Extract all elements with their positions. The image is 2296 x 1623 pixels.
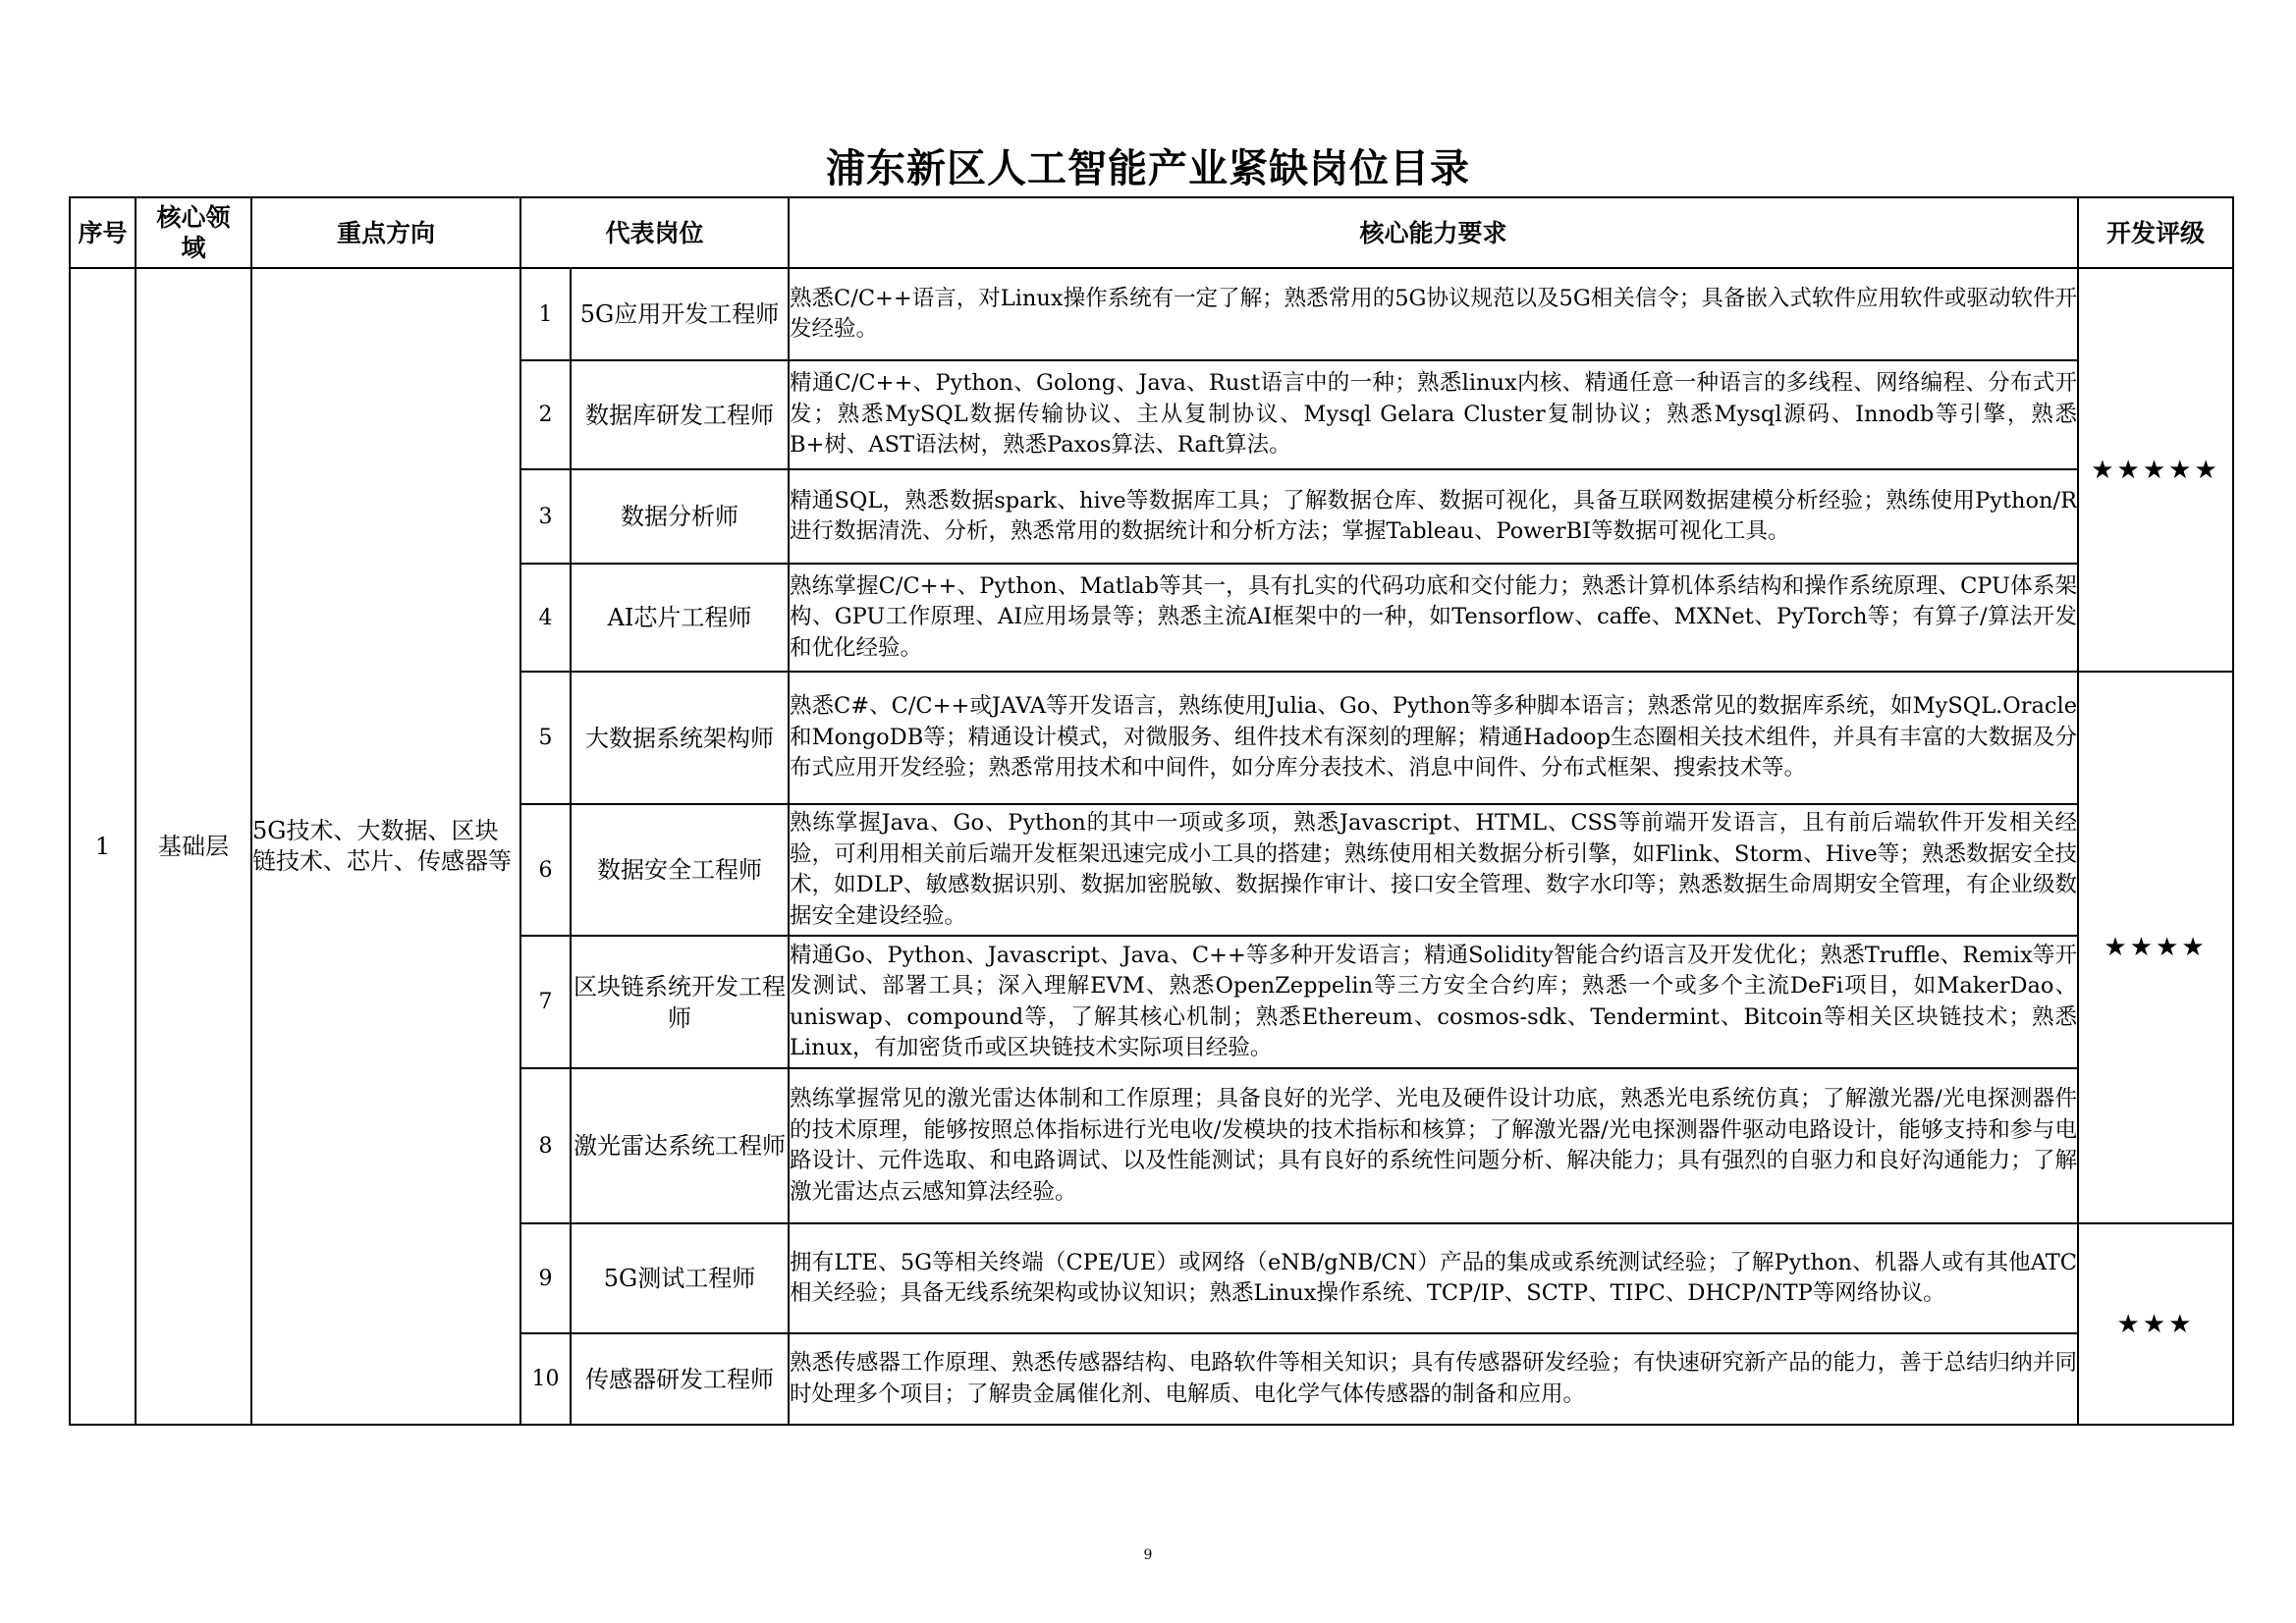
position-name: 数据库研发工程师: [571, 360, 789, 469]
requirements-text: 熟练掌握C/C++、Python、Matlab等其一，具有扎实的代码功底和交付能力；熟悉计算机体系结构和操作系统原理、CPU体系架构、GPU工作原理、AI应用场景等；熟悉主流AI框架中的一种，如Tensorflow、caffe、MXNet、PyTorch等；有算子/算法开发和优化经验。: [789, 564, 2078, 672]
position-name: AI芯片工程师: [571, 564, 789, 672]
group-seq: 1: [70, 268, 136, 1425]
position-name: 大数据系统架构师: [571, 672, 789, 804]
requirements-text: 熟练掌握Java、Go、Python的其中一项或多项，熟悉Javascript、HTML、CSS等前端开发语言，且有前后端软件开发相关经验，可利用相关前后端开发框架迅速完成小工具的搭建；熟练使用相关数据分析引擎，如Flink、Storm、Hive等；熟悉数据安全技术，如DLP、敏感数据识别、数据加密脱敏、数据操作审计、接口安全管理、数字水印等；熟悉数据生命周期安全管理，有企业级数据安全建设经验。: [789, 804, 2078, 936]
requirements-text: 精通Go、Python、Javascript、Java、C++等多种开发语言；精通Solidity智能合约语言及开发优化；熟悉Truffle、Remix等开发测试、部署工具；深入理解EVM、熟悉OpenZeppelin等三方安全合约库；熟悉一个或多个主流DeFi项目，如MakerDao、uniswap、compound等，了解其核心机制；熟悉Ethereum、cosmos-sdk、Tendermint、Bitcoin等相关区块链技术；熟悉Linux，有加密货币或区块链技术实际项目经验。: [789, 936, 2078, 1068]
row-number: 1: [520, 268, 571, 360]
page-number: 9: [1143, 1547, 1153, 1563]
position-name: 区块链系统开发工程师: [571, 936, 789, 1068]
header-row: [70, 197, 2233, 268]
requirements-text: 精通C/C++、Python、Golong、Java、Rust语言中的一种；熟悉linux内核、精通任意一种语言的多线程、网络编程、分布式开发；熟悉MySQL数据传输协议、主从复制协议、Mysql Gelara Cluster复制协议；熟悉Mysql源码、Innodb等引擎，熟悉B+树、AST语法树，熟悉Paxos算法、Raft算法。: [789, 360, 2078, 469]
position-name: 激光雷达系统工程师: [571, 1068, 789, 1223]
position-name: 传感器研发工程师: [571, 1333, 789, 1425]
job-catalog-table: [69, 196, 2234, 1426]
requirements-text: 熟悉传感器工作原理、熟悉传感器结构、电路软件等相关知识；具有传感器研发经验；有快速研究新产品的能力，善于总结归纳并同时处理多个项目；了解贵金属催化剂、电解质、电化学气体传感器的制备和应用。: [789, 1333, 2078, 1425]
row-number: 7: [520, 936, 571, 1068]
requirements-text: 熟练掌握常见的激光雷达体制和工作原理；具备良好的光学、光电及硬件设计功底，熟悉光电系统仿真；了解激光器/光电探测器件的技术原理，能够按照总体指标进行光电收/发模块的技术指标和核算；了解激光器/光电探测器件驱动电路设计，能够支持和参与电路设计、元件选取、和电路调试、以及性能测试；具有良好的系统性问题分析、解决能力；具有强烈的自驱力和良好沟通能力；了解激光雷达点云感知算法经验。: [789, 1068, 2078, 1223]
group-direction: 5G技术、大数据、区块链技术、芯片、传感器等: [251, 268, 520, 1425]
rating-stars-4: ★★★★: [2078, 672, 2233, 1223]
requirements-text: 拥有LTE、5G等相关终端（CPE/UE）或网络（eNB/gNB/CN）产品的集成或系统测试经验；了解Python、机器人或有其他ATC相关经验；具备无线系统架构或协议知识；熟悉Linux操作系统、TCP/IP、SCTP、TIPC、DHCP/NTP等网络协议。: [789, 1223, 2078, 1333]
header-domain: [136, 197, 251, 268]
row-number: 10: [520, 1333, 571, 1425]
position-name: 5G应用开发工程师: [571, 268, 789, 360]
page-title: 浦东新区人工智能产业紧缺岗位目录: [826, 146, 1470, 191]
position-name: 数据安全工程师: [571, 804, 789, 936]
row-number: 2: [520, 360, 571, 469]
header-rating: 开发评级: [2078, 197, 2233, 268]
row-number: 6: [520, 804, 571, 936]
row-number: 5: [520, 672, 571, 804]
header-direction: 重点方向: [251, 197, 520, 268]
position-name: 5G测试工程师: [571, 1223, 789, 1333]
row-number: 3: [520, 469, 571, 564]
requirements-text: 熟悉C#、C/C++或JAVA等开发语言，熟练使用Julia、Go、Python等多种脚本语言；熟悉常见的数据库系统，如MySQL.Oracle和MongoDB等；精通设计模式，对微服务、组件技术有深刻的理解；精通Hadoop生态圈相关技术组件，并具有丰富的大数据及分布式应用开发经验；熟悉常用技术和中间件，如分库分表技术、消息中间件、分布式框架、搜索技术等。: [789, 672, 2078, 804]
table-row: [70, 268, 2233, 360]
header-domain-text: 核心领域: [156, 203, 231, 262]
requirements-text: 精通SQL，熟悉数据spark、hive等数据库工具；了解数据仓库、数据可视化，具备互联网数据建模分析经验；熟练使用Python/R进行数据清洗、分析，熟悉常用的数据统计和分析方法；掌握Tableau、PowerBI等数据可视化工具。: [789, 469, 2078, 564]
row-number: 8: [520, 1068, 571, 1223]
header-position: 代表岗位: [520, 197, 789, 268]
header-seq: 序号: [70, 197, 136, 268]
rating-stars-5: ★★★★★: [2078, 268, 2233, 672]
position-name: 数据分析师: [571, 469, 789, 564]
header-requirements: 核心能力要求: [789, 197, 2078, 268]
requirements-text: 熟悉C/C++语言，对Linux操作系统有一定了解；熟悉常用的5G协议规范以及5G相关信令；具备嵌入式软件应用软件或驱动软件开发经验。: [789, 268, 2078, 360]
group-domain: 基础层: [136, 268, 251, 1425]
rating-stars-3: ★★★: [2078, 1223, 2233, 1425]
row-number: 9: [520, 1223, 571, 1333]
row-number: 4: [520, 564, 571, 672]
